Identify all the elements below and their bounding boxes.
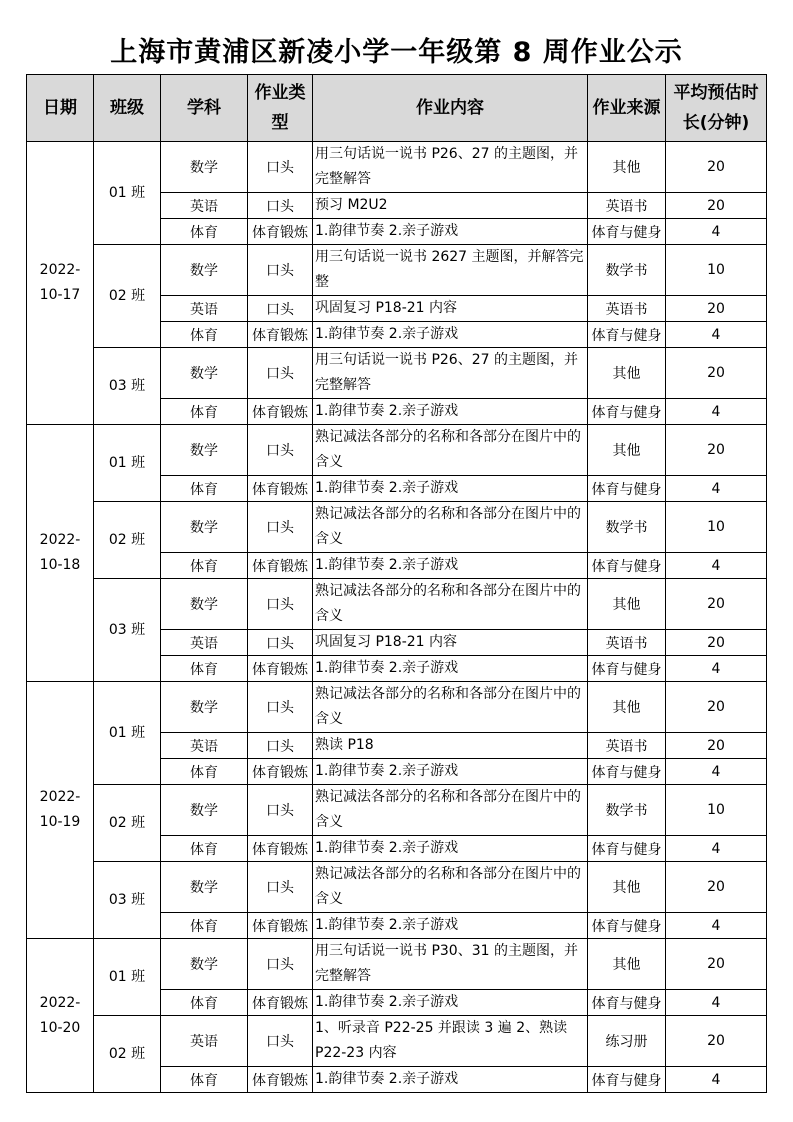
content-cell: 1.韵律节奏 2.亲子游戏 xyxy=(313,836,588,862)
content-cell: 1、听录音 P22-25 并跟读 3 遍 2、熟读 P22-23 内容 xyxy=(313,1016,588,1067)
minutes-cell: 20 xyxy=(666,1016,767,1067)
source-cell: 英语书 xyxy=(588,296,666,322)
minutes-cell: 20 xyxy=(666,579,767,630)
table-row xyxy=(27,425,767,476)
type-cell: 体育锻炼 xyxy=(248,759,313,785)
source-cell: 体育与健身 xyxy=(588,476,666,502)
minutes-cell: 4 xyxy=(666,476,767,502)
table-row xyxy=(27,682,767,733)
content-cell: 熟记减法各部分的名称和各部分在图片中的含义 xyxy=(313,862,588,913)
subject-cell: 体育 xyxy=(161,476,248,502)
minutes-cell: 4 xyxy=(666,219,767,245)
type-cell: 体育锻炼 xyxy=(248,1067,313,1093)
minutes-cell: 20 xyxy=(666,733,767,759)
class-cell: 01 班 xyxy=(94,425,161,502)
content-cell: 1.韵律节奏 2.亲子游戏 xyxy=(313,759,588,785)
subject-cell: 英语 xyxy=(161,1016,248,1067)
source-cell: 其他 xyxy=(588,142,666,193)
minutes-cell: 20 xyxy=(666,630,767,656)
type-cell: 口头 xyxy=(248,733,313,759)
content-cell: 1.韵律节奏 2.亲子游戏 xyxy=(313,553,588,579)
header-class: 班级 xyxy=(94,75,161,142)
table-row xyxy=(27,348,767,399)
type-cell: 口头 xyxy=(248,193,313,219)
header-minutes: 平均预估时长(分钟) xyxy=(666,75,767,142)
type-cell: 体育锻炼 xyxy=(248,836,313,862)
source-cell: 其他 xyxy=(588,348,666,399)
type-cell: 体育锻炼 xyxy=(248,656,313,682)
source-cell: 数学书 xyxy=(588,785,666,836)
subject-cell: 英语 xyxy=(161,733,248,759)
source-cell: 英语书 xyxy=(588,630,666,656)
source-cell: 体育与健身 xyxy=(588,1067,666,1093)
type-cell: 口头 xyxy=(248,939,313,990)
type-cell: 口头 xyxy=(248,245,313,296)
source-cell: 体育与健身 xyxy=(588,656,666,682)
minutes-cell: 20 xyxy=(666,425,767,476)
source-cell: 体育与健身 xyxy=(588,759,666,785)
source-cell: 其他 xyxy=(588,862,666,913)
subject-cell: 数学 xyxy=(161,682,248,733)
content-cell: 熟读 P18 xyxy=(313,733,588,759)
source-cell: 其他 xyxy=(588,425,666,476)
class-cell: 03 班 xyxy=(94,348,161,425)
subject-cell: 数学 xyxy=(161,939,248,990)
subject-cell: 数学 xyxy=(161,245,248,296)
homework-table xyxy=(26,74,767,1093)
type-cell: 口头 xyxy=(248,1016,313,1067)
minutes-cell: 10 xyxy=(666,245,767,296)
class-cell: 01 班 xyxy=(94,939,161,1016)
minutes-cell: 4 xyxy=(666,322,767,348)
type-cell: 口头 xyxy=(248,296,313,322)
content-cell: 熟记减法各部分的名称和各部分在图片中的含义 xyxy=(313,785,588,836)
content-cell: 用三句话说一说书 P26、27 的主题图，并完整解答 xyxy=(313,348,588,399)
minutes-cell: 20 xyxy=(666,862,767,913)
table-row xyxy=(27,939,767,990)
content-cell: 巩固复习 P18-21 内容 xyxy=(313,630,588,656)
type-cell: 体育锻炼 xyxy=(248,219,313,245)
minutes-cell: 20 xyxy=(666,296,767,322)
minutes-cell: 4 xyxy=(666,836,767,862)
subject-cell: 体育 xyxy=(161,913,248,939)
source-cell: 其他 xyxy=(588,579,666,630)
minutes-cell: 4 xyxy=(666,990,767,1016)
subject-cell: 英语 xyxy=(161,630,248,656)
type-cell: 口头 xyxy=(248,142,313,193)
content-cell: 熟记减法各部分的名称和各部分在图片中的含义 xyxy=(313,682,588,733)
header-subject: 学科 xyxy=(161,75,248,142)
content-cell: 1.韵律节奏 2.亲子游戏 xyxy=(313,1067,588,1093)
class-cell: 01 班 xyxy=(94,682,161,785)
minutes-cell: 20 xyxy=(666,142,767,193)
subject-cell: 英语 xyxy=(161,296,248,322)
type-cell: 口头 xyxy=(248,862,313,913)
type-cell: 体育锻炼 xyxy=(248,990,313,1016)
type-cell: 口头 xyxy=(248,682,313,733)
content-cell: 用三句话说一说书 2627 主题图，并解答完整 xyxy=(313,245,588,296)
source-cell: 英语书 xyxy=(588,733,666,759)
date-cell: 2022-10-18 xyxy=(27,425,94,682)
content-cell: 预习 M2U2 xyxy=(313,193,588,219)
content-cell: 1.韵律节奏 2.亲子游戏 xyxy=(313,656,588,682)
content-cell: 用三句话说一说书 P26、27 的主题图，并完整解答 xyxy=(313,142,588,193)
minutes-cell: 20 xyxy=(666,939,767,990)
content-cell: 用三句话说一说书 P30、31 的主题图，并完整解答 xyxy=(313,939,588,990)
class-cell: 02 班 xyxy=(94,245,161,348)
subject-cell: 数学 xyxy=(161,348,248,399)
header-content: 作业内容 xyxy=(313,75,588,142)
subject-cell: 数学 xyxy=(161,142,248,193)
minutes-cell: 4 xyxy=(666,399,767,425)
source-cell: 体育与健身 xyxy=(588,219,666,245)
source-cell: 数学书 xyxy=(588,502,666,553)
subject-cell: 体育 xyxy=(161,553,248,579)
subject-cell: 体育 xyxy=(161,1067,248,1093)
subject-cell: 体育 xyxy=(161,322,248,348)
content-cell: 1.韵律节奏 2.亲子游戏 xyxy=(313,476,588,502)
source-cell: 体育与健身 xyxy=(588,913,666,939)
source-cell: 数学书 xyxy=(588,245,666,296)
content-cell: 巩固复习 P18-21 内容 xyxy=(313,296,588,322)
subject-cell: 数学 xyxy=(161,425,248,476)
minutes-cell: 4 xyxy=(666,656,767,682)
source-cell: 体育与健身 xyxy=(588,836,666,862)
table-row xyxy=(27,862,767,913)
type-cell: 口头 xyxy=(248,630,313,656)
source-cell: 英语书 xyxy=(588,193,666,219)
class-cell: 02 班 xyxy=(94,502,161,579)
minutes-cell: 20 xyxy=(666,682,767,733)
subject-cell: 数学 xyxy=(161,502,248,553)
table-row xyxy=(27,245,767,296)
subject-cell: 体育 xyxy=(161,656,248,682)
class-cell: 01 班 xyxy=(94,142,161,245)
source-cell: 其他 xyxy=(588,939,666,990)
type-cell: 体育锻炼 xyxy=(248,476,313,502)
content-cell: 1.韵律节奏 2.亲子游戏 xyxy=(313,990,588,1016)
table-row xyxy=(27,579,767,630)
minutes-cell: 4 xyxy=(666,759,767,785)
subject-cell: 体育 xyxy=(161,399,248,425)
header-row xyxy=(27,75,767,142)
header-type: 作业类型 xyxy=(248,75,313,142)
page-title: 上海市黄浦区新凌小学一年级第 8 周作业公示 xyxy=(110,37,683,68)
type-cell: 口头 xyxy=(248,785,313,836)
table-row xyxy=(27,142,767,193)
subject-cell: 体育 xyxy=(161,759,248,785)
source-cell: 练习册 xyxy=(588,1016,666,1067)
content-cell: 熟记减法各部分的名称和各部分在图片中的含义 xyxy=(313,425,588,476)
subject-cell: 体育 xyxy=(161,990,248,1016)
minutes-cell: 10 xyxy=(666,785,767,836)
minutes-cell: 20 xyxy=(666,193,767,219)
source-cell: 体育与健身 xyxy=(588,990,666,1016)
type-cell: 体育锻炼 xyxy=(248,399,313,425)
date-cell: 2022-10-20 xyxy=(27,939,94,1093)
header-source: 作业来源 xyxy=(588,75,666,142)
subject-cell: 体育 xyxy=(161,219,248,245)
minutes-cell: 20 xyxy=(666,348,767,399)
subject-cell: 体育 xyxy=(161,836,248,862)
class-cell: 02 班 xyxy=(94,1016,161,1093)
class-cell: 03 班 xyxy=(94,862,161,939)
source-cell: 其他 xyxy=(588,682,666,733)
table-row xyxy=(27,502,767,553)
source-cell: 体育与健身 xyxy=(588,399,666,425)
minutes-cell: 4 xyxy=(666,913,767,939)
header-date: 日期 xyxy=(27,75,94,142)
minutes-cell: 4 xyxy=(666,553,767,579)
type-cell: 体育锻炼 xyxy=(248,553,313,579)
class-cell: 03 班 xyxy=(94,579,161,682)
source-cell: 体育与健身 xyxy=(588,322,666,348)
content-cell: 1.韵律节奏 2.亲子游戏 xyxy=(313,399,588,425)
table-row xyxy=(27,1016,767,1067)
content-cell: 1.韵律节奏 2.亲子游戏 xyxy=(313,913,588,939)
date-cell: 2022-10-17 xyxy=(27,142,94,425)
subject-cell: 英语 xyxy=(161,193,248,219)
minutes-cell: 4 xyxy=(666,1067,767,1093)
type-cell: 口头 xyxy=(248,425,313,476)
type-cell: 口头 xyxy=(248,579,313,630)
table-row xyxy=(27,785,767,836)
subject-cell: 数学 xyxy=(161,862,248,913)
type-cell: 体育锻炼 xyxy=(248,322,313,348)
table-body xyxy=(27,142,767,1093)
type-cell: 体育锻炼 xyxy=(248,913,313,939)
type-cell: 口头 xyxy=(248,502,313,553)
subject-cell: 数学 xyxy=(161,785,248,836)
source-cell: 体育与健身 xyxy=(588,553,666,579)
content-cell: 1.韵律节奏 2.亲子游戏 xyxy=(313,322,588,348)
content-cell: 熟记减法各部分的名称和各部分在图片中的含义 xyxy=(313,579,588,630)
class-cell: 02 班 xyxy=(94,785,161,862)
minutes-cell: 10 xyxy=(666,502,767,553)
subject-cell: 数学 xyxy=(161,579,248,630)
content-cell: 熟记减法各部分的名称和各部分在图片中的含义 xyxy=(313,502,588,553)
date-cell: 2022-10-19 xyxy=(27,682,94,939)
content-cell: 1.韵律节奏 2.亲子游戏 xyxy=(313,219,588,245)
type-cell: 口头 xyxy=(248,348,313,399)
